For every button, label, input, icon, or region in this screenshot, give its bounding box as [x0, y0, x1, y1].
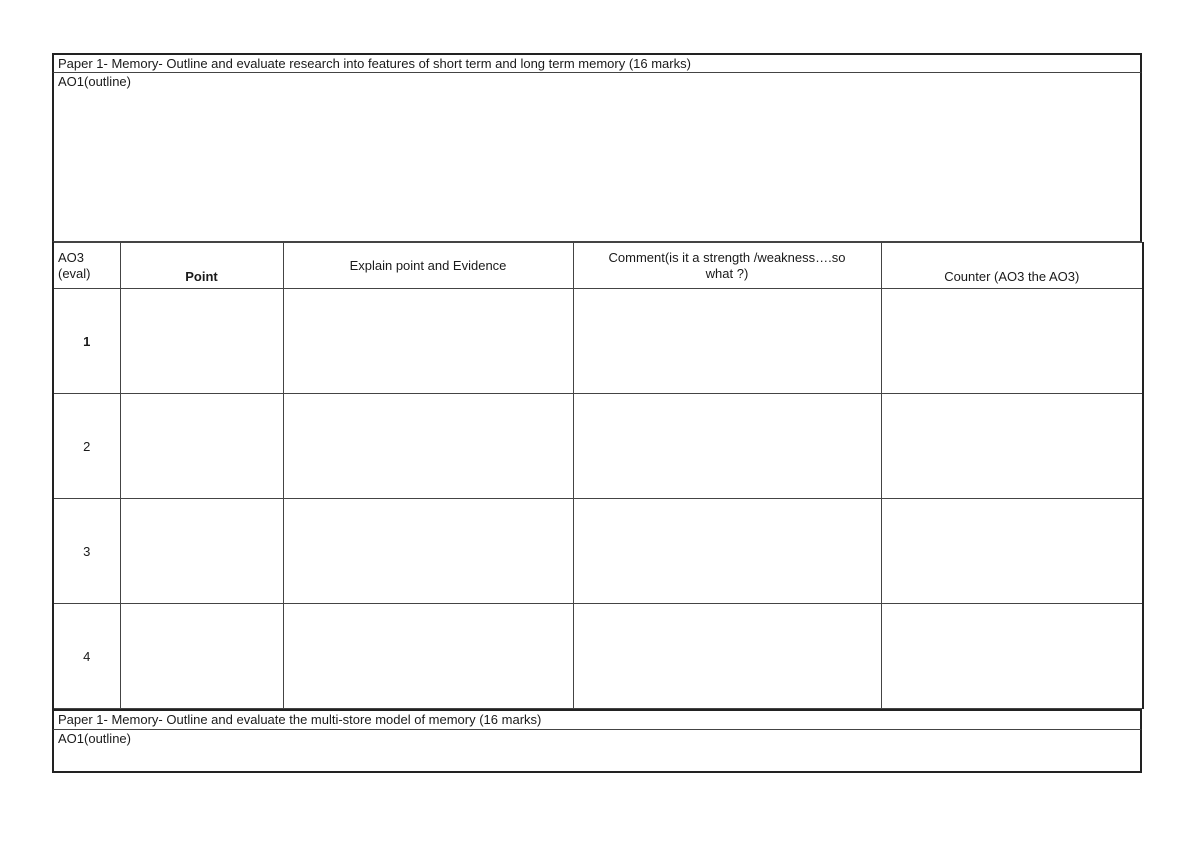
comment-cell[interactable]: [573, 499, 881, 604]
comment-cell[interactable]: [573, 604, 881, 709]
section1-title: Paper 1- Memory- Outline and evaluate research into features of short term and long term memory (16 marks): [52, 53, 1142, 73]
header-counter: Counter (AO3 the AO3): [881, 243, 1143, 289]
explain-cell[interactable]: [283, 394, 573, 499]
table-row: [53, 499, 1143, 604]
header-ao3-line1: AO3: [58, 249, 85, 265]
header-ao3-line2: (eval): [58, 265, 91, 281]
section2-title: Paper 1- Memory- Outline and evaluate the multi-store model of memory (16 marks): [52, 709, 1142, 730]
table-row: [53, 394, 1143, 499]
row-number: 2: [53, 394, 120, 499]
counter-cell[interactable]: [881, 499, 1143, 604]
comment-cell[interactable]: [573, 394, 881, 499]
point-cell[interactable]: [120, 394, 283, 499]
row-number: 4: [53, 604, 120, 709]
point-cell[interactable]: [120, 499, 283, 604]
header-comment-line2: what ?): [705, 265, 749, 281]
row-number: 1: [53, 289, 120, 394]
evaluation-header-row: [53, 243, 1143, 289]
header-explain: Explain point and Evidence: [283, 243, 573, 289]
counter-cell[interactable]: [881, 394, 1143, 499]
counter-cell[interactable]: [881, 289, 1143, 394]
explain-cell[interactable]: [283, 499, 573, 604]
header-ao3: [53, 243, 120, 289]
header-comment-line1: Comment(is it a strength /weakness….so: [608, 249, 846, 265]
row-number: 3: [53, 499, 120, 604]
header-point: Point: [120, 243, 283, 289]
section2-ao1-box[interactable]: [52, 730, 1142, 773]
evaluation-table: [52, 242, 1144, 709]
explain-cell[interactable]: [283, 604, 573, 709]
header-comment: [573, 243, 881, 289]
counter-cell[interactable]: [881, 604, 1143, 709]
section1-ao1-label: AO1(outline): [58, 74, 131, 89]
comment-cell[interactable]: [573, 289, 881, 394]
point-cell[interactable]: [120, 289, 283, 394]
section1-ao1-box[interactable]: [52, 73, 1142, 242]
explain-cell[interactable]: [283, 289, 573, 394]
point-cell[interactable]: [120, 604, 283, 709]
table-row: [53, 289, 1143, 394]
worksheet: [52, 53, 1142, 773]
section2-ao1-label: AO1(outline): [58, 731, 131, 746]
table-row: [53, 604, 1143, 709]
